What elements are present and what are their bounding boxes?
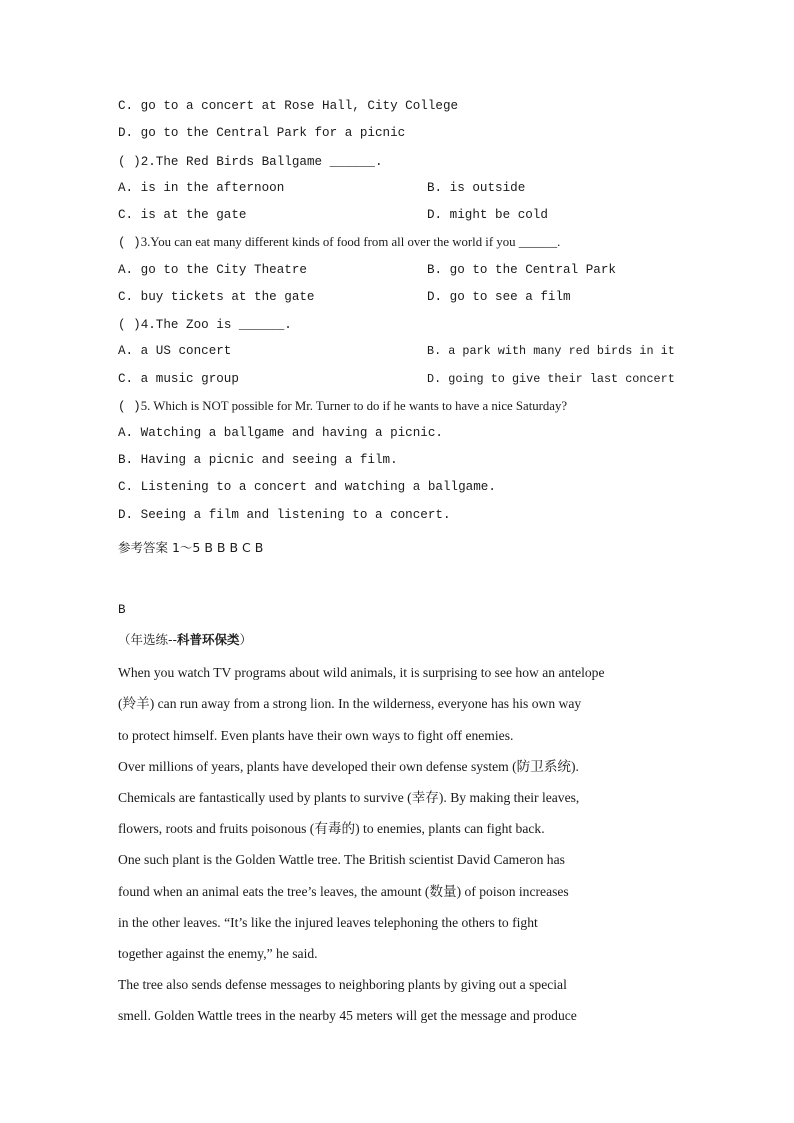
heading-prefix: （年选练-- (118, 632, 178, 647)
answer-paren: ( ) (118, 400, 141, 414)
q2-option-c: C. is at the gate (118, 208, 247, 222)
q3-option-b: B. go to the Central Park (427, 263, 616, 277)
question-3 (118, 234, 560, 250)
passage-line: (羚羊) can run away from a strong lion. In the wilderness, everyone has his own way (118, 696, 582, 711)
passage-line: found when an animal eats the tree’s leaves, the amount (数量) of poison increases (118, 884, 569, 899)
q3-option-a: A. go to the City Theatre (118, 263, 307, 277)
q4-option-d: D. going to give their last concert (427, 372, 675, 386)
passage-line: The tree also sends defense messages to neighboring plants by giving out a special (118, 977, 567, 992)
q4-option-a: A. a US concert (118, 344, 232, 358)
passage-line: to protect himself. Even plants have their own ways to fight off enemies. (118, 728, 514, 743)
q2-option-b: B. is outside (427, 181, 526, 195)
passage-line: Over millions of years, plants have developed their own defense system (防卫系统). (118, 759, 579, 774)
answer-paren: ( ) (118, 236, 141, 250)
question-text: 2.The Red Birds Ballgame ______. (140, 155, 383, 169)
section-letter: B (118, 603, 126, 617)
q1-option-d: D. go to the Central Park for a picnic (118, 126, 406, 140)
passage-line: in the other leaves. “It’s like the injured leaves telephoning the others to fight (118, 915, 538, 930)
passage-line: Chemicals are fantastically used by plants to survive (幸存). By making their leaves, (118, 790, 580, 805)
question-5 (118, 398, 567, 414)
section-heading (118, 632, 252, 648)
q4-option-b: B. a park with many red birds in it (427, 344, 675, 358)
q3-option-c: C. buy tickets at the gate (118, 290, 315, 304)
question-2 (118, 153, 383, 169)
passage-line: When you watch TV programs about wild animals, it is surprising to see how an antelope (118, 665, 605, 680)
passage-line: One such plant is the Golden Wattle tree. The British scientist David Cameron has (118, 852, 565, 867)
q2-option-a: A. is in the afternoon (118, 181, 285, 195)
question-4 (118, 316, 292, 332)
answer-paren: ( ) (118, 155, 141, 169)
question-text: 5. Which is NOT possible for Mr. Turner to do if he wants to have a nice Saturday? (140, 399, 568, 413)
q5-option-c: C. Listening to a concert and watching a ballgame. (118, 480, 496, 494)
heading-suffix: ） (239, 632, 253, 647)
question-text: 4.The Zoo is ______. (140, 318, 292, 332)
q5-option-d: D. Seeing a film and listening to a concert. (118, 508, 451, 522)
heading-bold: 科普环保类 (177, 632, 240, 647)
q3-option-d: D. go to see a film (427, 290, 571, 304)
answer-paren: ( ) (118, 318, 141, 332)
q5-option-a: A. Watching a ballgame and having a picnic. (118, 426, 443, 440)
question-text: 3.You can eat many different kinds of food from all over the world if you ______. (140, 235, 561, 249)
q1-option-c: C. go to a concert at Rose Hall, City College (118, 99, 459, 113)
q2-option-d: D. might be cold (427, 208, 548, 222)
passage-line: flowers, roots and fruits poisonous (有毒的) to enemies, plants can fight back. (118, 821, 545, 836)
passage-line: smell. Golden Wattle trees in the nearby 45 meters will get the message and produce (118, 1008, 577, 1023)
q4-option-c: C. a music group (118, 372, 239, 386)
answer-key: 参考答案 1～5 B B B C B (118, 540, 264, 555)
passage-line: together against the enemy,” he said. (118, 946, 318, 961)
q5-option-b: B. Having a picnic and seeing a film. (118, 453, 398, 467)
